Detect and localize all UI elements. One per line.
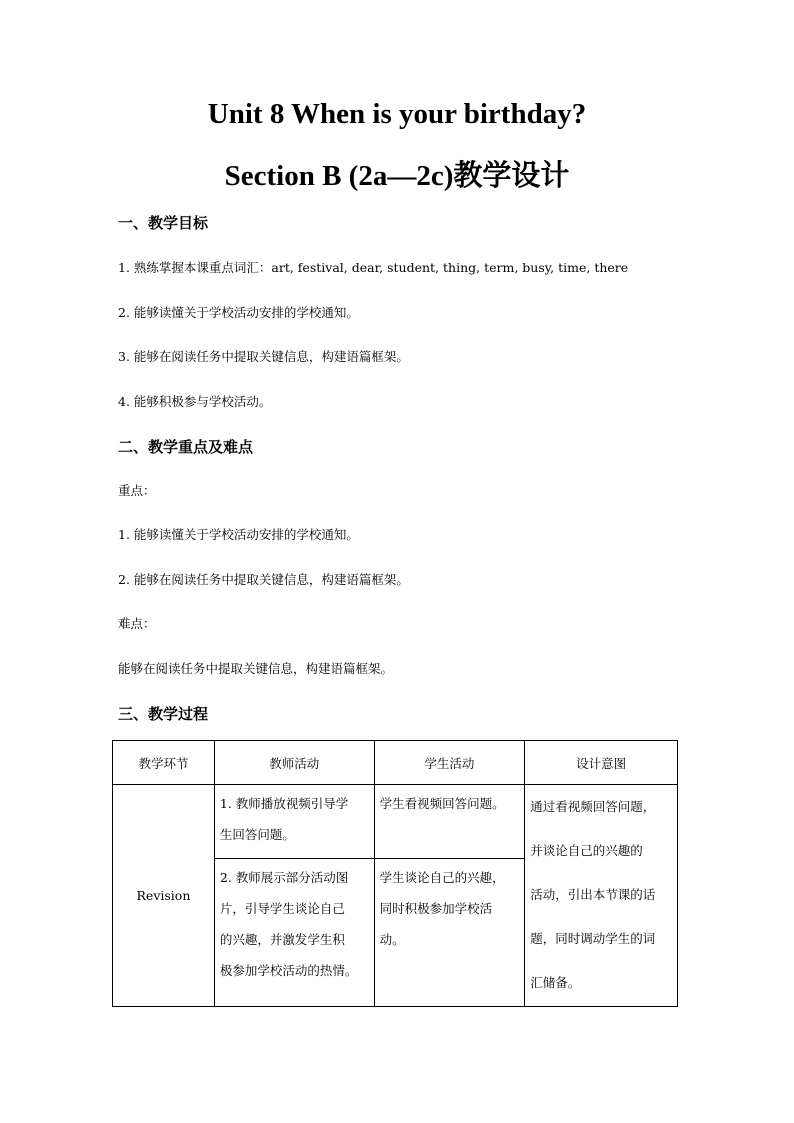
focus-item: 1. 能够读懂关于学校活动安排的学校通知。 [118,527,359,542]
cell-line: 2. 教师展示部分活动图 [219,870,349,885]
document-title: Unit 8 When is your birthday? [207,98,587,130]
table-header-row [113,741,678,785]
cell-line: 极参加学校活动的热情。 [219,963,358,978]
document-subtitle: Section B (2a—2c)教学设计 [224,160,570,192]
goal-item: 2. 能够读懂关于学校活动安排的学校通知。 [118,305,359,320]
header-design-intent: 设计意图 [525,741,678,785]
cell-line: 活动，引出本节课的话 [530,887,656,902]
cell-line: 同时积极参加学校活 [379,901,493,916]
cell-line: 题，同时调动学生的词 [530,931,656,946]
header-stage: 教学环节 [113,741,215,785]
cell-line: 通过看视频回答问题， [530,799,656,814]
cell-line: 学生谈论自己的兴趣， [379,870,505,885]
cell-line: 动。 [379,932,405,947]
goal-item: 1. 熟练掌握本课重点词汇：art, festival, dear, student, thing, term, busy, time, there [118,260,629,275]
section-heading-goals: 一、教学目标 [118,214,209,232]
cell-line: 1. 教师播放视频引导学 [219,796,349,811]
cell-line: 片，引导学生谈论自己 [219,901,345,916]
student-activity-cell [374,785,525,859]
cell-line: 汇储备。 [530,975,581,990]
header-student-activity: 学生活动 [374,741,525,785]
stage-cell: Revision [113,785,215,1007]
focus-label: 重点： [118,483,156,498]
difficulty-text: 能够在阅读任务中提取关键信息，构建语篇框架。 [118,661,394,676]
cell-line: 的兴趣，并激发学生积 [219,932,345,947]
section-heading-process: 三、教学过程 [118,705,209,723]
teacher-activity-cell [214,859,374,1007]
cell-line: 学生看视频回答问题。 [379,796,505,811]
section-heading-keypoints: 二、教学重点及难点 [118,438,254,456]
teacher-activity-cell [214,785,374,859]
design-intent-cell [525,785,678,1007]
table-row [113,785,678,859]
header-teacher-activity: 教师活动 [214,741,374,785]
student-activity-cell [374,859,525,1007]
difficulty-label: 难点： [118,616,156,631]
goal-item: 3. 能够在阅读任务中提取关键信息，构建语篇框架。 [118,349,409,364]
cell-line: 生回答问题。 [219,827,295,842]
goal-item: 4. 能够积极参与学校活动。 [118,394,272,409]
cell-line: 并谈论自己的兴趣的 [530,843,643,858]
lesson-process-table [112,740,678,1007]
focus-item: 2. 能够在阅读任务中提取关键信息，构建语篇框架。 [118,572,409,587]
